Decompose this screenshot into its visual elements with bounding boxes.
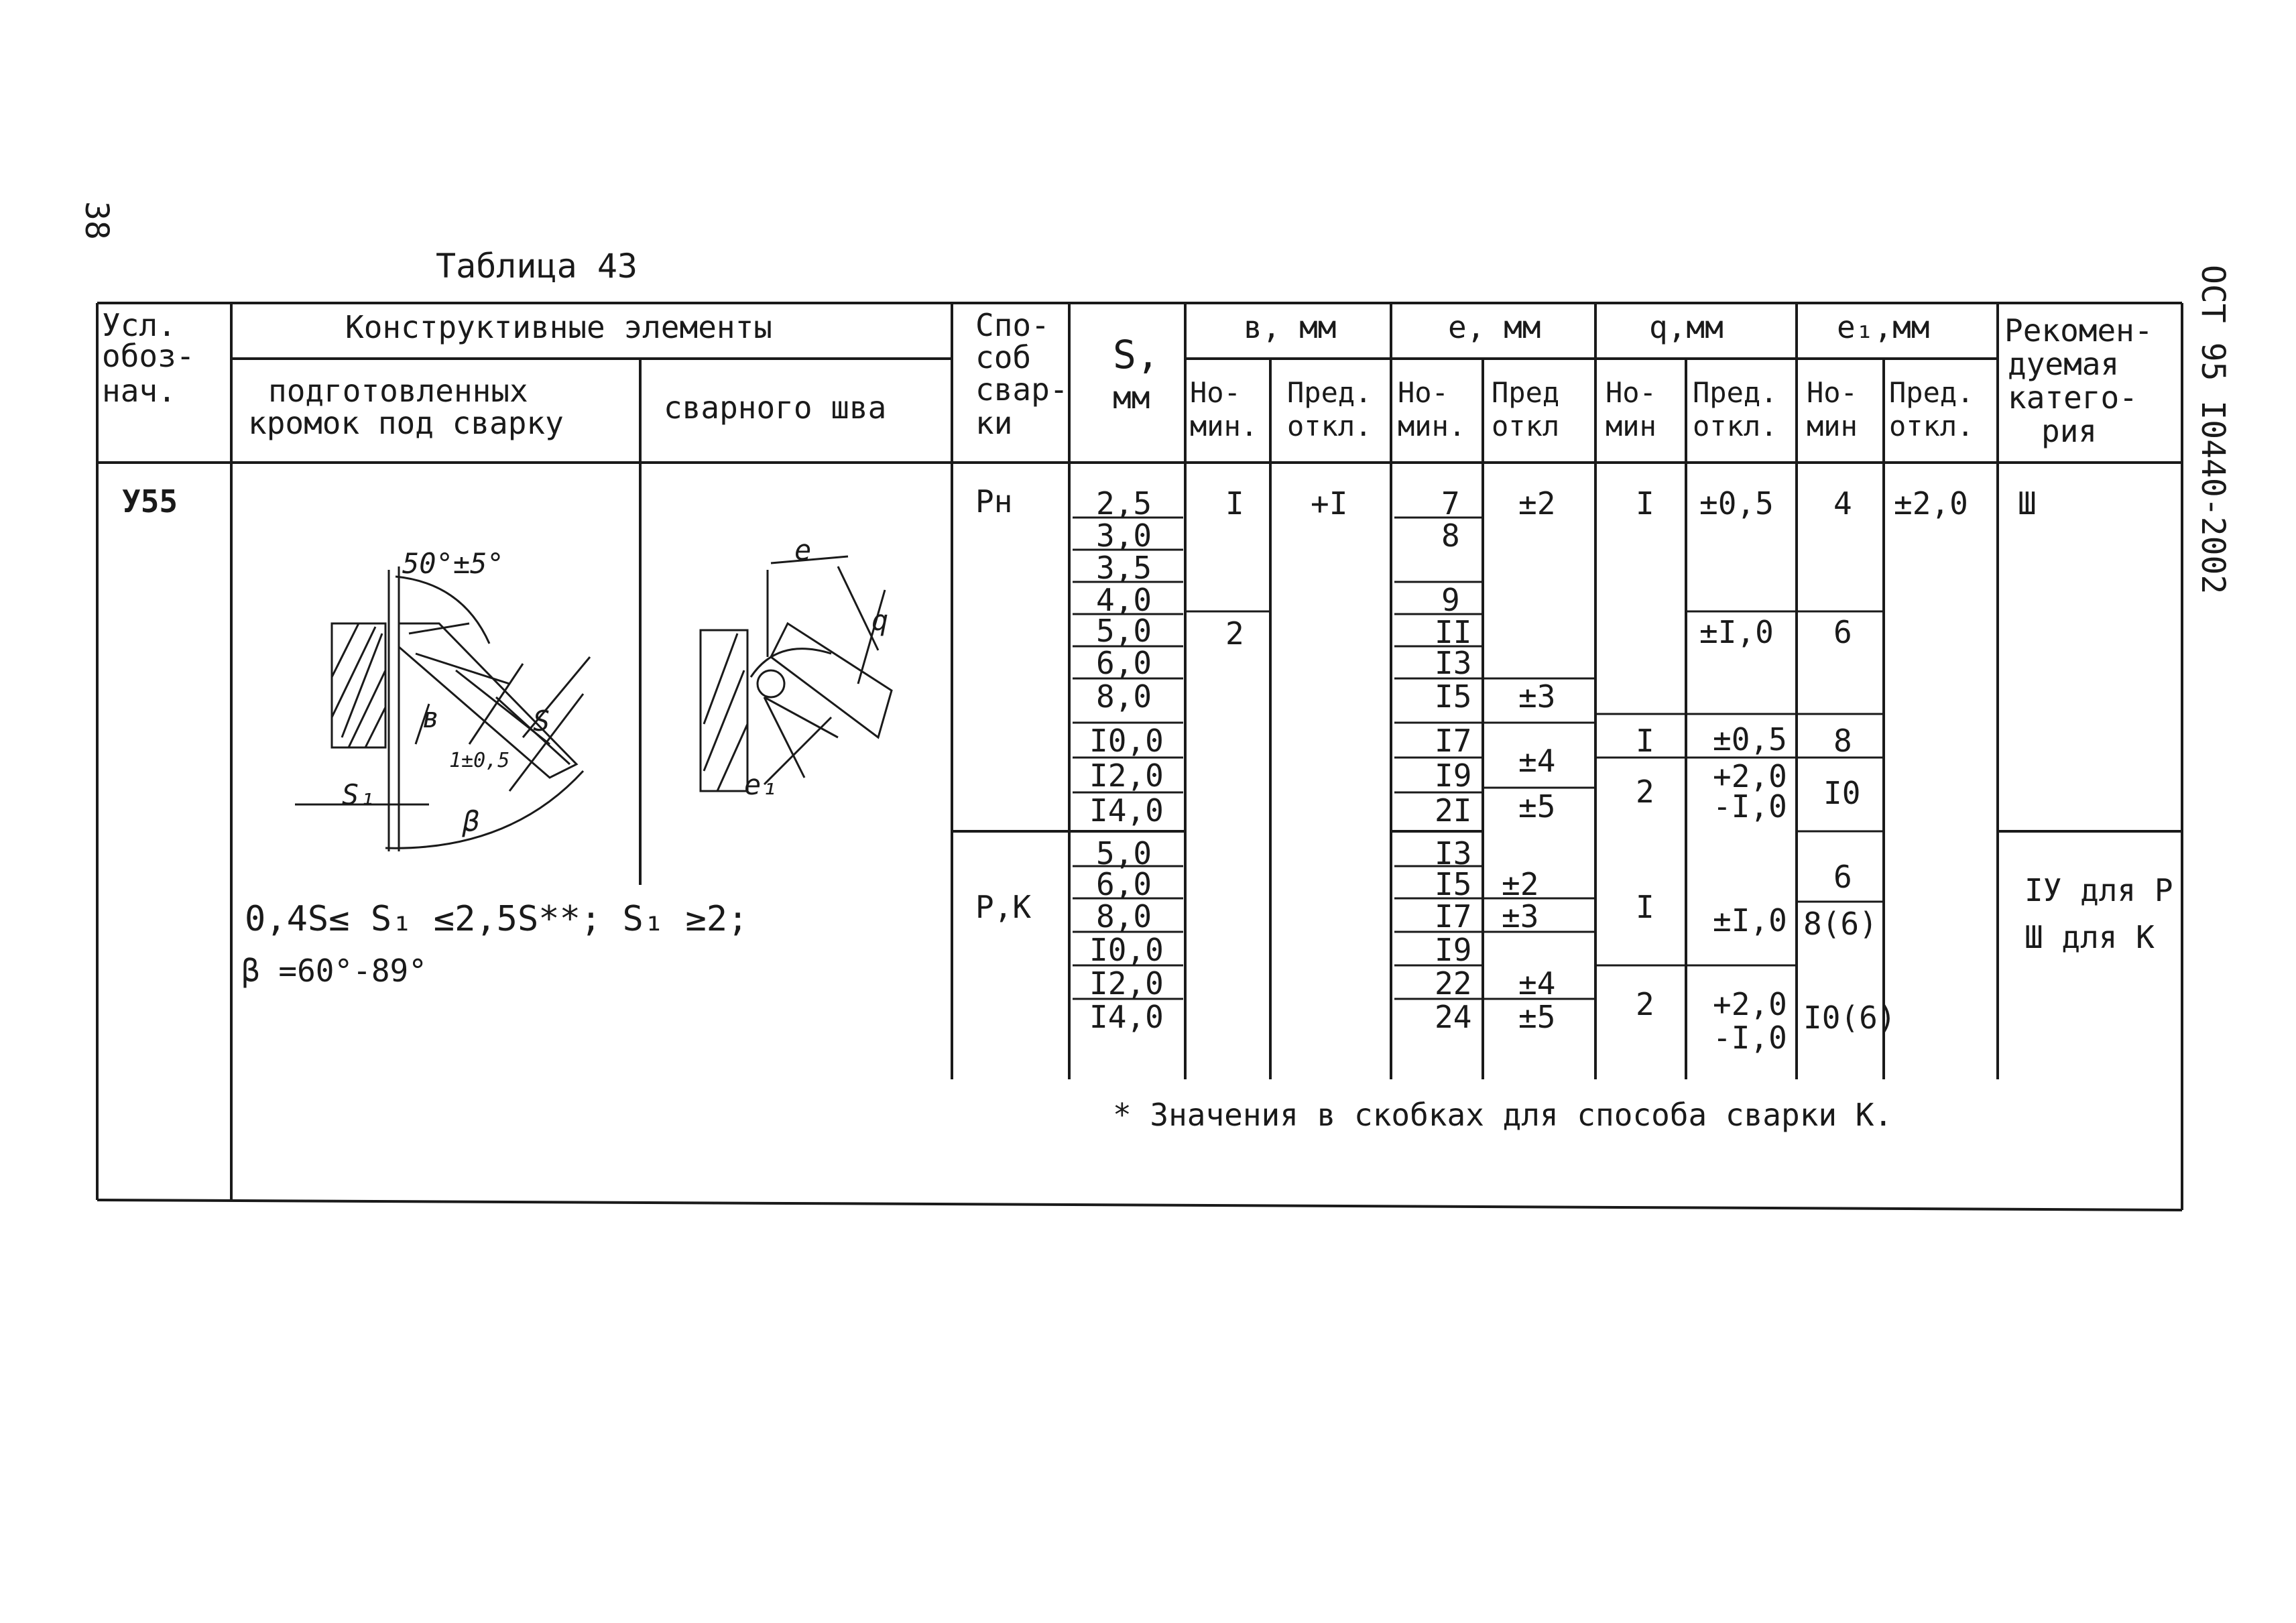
header-method-2: соб [975,339,1032,375]
e-nom-value: 7 [1441,485,1460,522]
s-value: 5,0 [1096,835,1152,871]
category-value: Ш для К [2025,919,2155,955]
e-tol-2: откл [1492,410,1560,442]
e-tol-1: Пред [1492,376,1560,409]
b-nom-value: 2 [1225,615,1244,652]
header-category-4: рия [2041,413,2098,449]
q-tol-value: -I,0 [1713,788,1787,825]
e-nom-value: I3 [1435,645,1472,681]
e1-tol-1: Пред. [1889,376,1974,409]
e1-nom-value: 6 [1833,859,1852,895]
q-tol-value: +2,0 [1713,986,1787,1022]
e1-nom-value: I0(6) [1803,1000,1896,1036]
e-nom-value: II [1435,614,1472,650]
e1-nom-value: I0 [1823,775,1861,811]
edge-s-label: S [533,705,550,737]
edge-b-label: в [422,701,440,734]
method-rk: Р,К [975,889,1032,925]
header-method-3: свар- [975,371,1069,408]
header-prepared-edges-2: кромок под сварку [248,405,564,441]
formula-2: β =60°-89° [241,953,427,989]
s-value: I2,0 [1089,965,1164,1002]
q-nom-1: Но- [1606,376,1656,409]
header-prepared-edges-1: подготовленных [268,373,528,409]
e-nom-value: 22 [1435,965,1472,1002]
header-method-1: Спо- [975,307,1050,343]
seam-e1-label: е₁ [744,768,778,801]
category-value: Ш [2018,485,2037,522]
e-nom-value: I7 [1435,723,1472,759]
e1-tol-value: ±2,0 [1894,485,1968,522]
e-nom-value: 24 [1435,999,1472,1035]
e1-nom-value: 8(6) [1803,906,1878,942]
e-tol-value: ±2 [1518,485,1556,522]
s-value: 6,0 [1096,645,1152,681]
q-tol-value: ±0,5 [1699,485,1774,522]
s-value: 3,5 [1096,550,1152,586]
q-nom-value: 2 [1636,774,1654,810]
b-tol-2: откл. [1287,410,1372,442]
e-nom-value: I9 [1435,758,1472,794]
b-nom-1: Но- [1190,376,1241,409]
header-category-1: Рекомен- [2004,312,2153,349]
s-value: 3,0 [1096,518,1152,554]
q-tol-2: откл. [1693,410,1778,442]
header-q: q,мм [1649,309,1724,345]
e-nom-value: I5 [1435,678,1472,715]
e-tol-value: ±4 [1518,743,1556,779]
s-value: 8,0 [1096,678,1152,715]
s-value: I0,0 [1089,932,1164,968]
header-s: S, [1113,332,1160,377]
header-designation-3: нач. [102,373,176,409]
edge-beta-label: β [463,805,480,838]
e1-nom-value: 6 [1833,614,1852,650]
q-tol-1: Пред. [1693,376,1778,409]
e-tol-value: ±5 [1518,788,1556,825]
header-b: в, мм [1244,309,1337,345]
e-nom-value: 9 [1441,582,1460,618]
s-value: 8,0 [1096,898,1152,935]
e-nom-value: I3 [1435,835,1472,871]
header-category-2: дуемая [2008,346,2120,382]
e-tol-value: ±3 [1502,898,1539,935]
edge-angle-label: 50°±5° [402,547,504,580]
s-value: 5,0 [1096,613,1152,649]
e-tol-value: ±5 [1518,999,1556,1035]
q-tol-value: -I,0 [1713,1020,1787,1056]
s-value: 2,5 [1096,485,1152,522]
q-nom-2: мин [1606,410,1656,442]
s-value: I2,0 [1089,758,1164,794]
formula-1: 0,4S≤ S₁ ≤2,5S**; S₁ ≥2; [245,899,749,939]
header-method-4: ки [975,405,1013,441]
edge-s1-label: S₁ [342,778,376,811]
header-e: е, мм [1448,309,1541,345]
e-nom-value: I9 [1435,932,1472,968]
row-designation: У55 [122,483,178,520]
q-nom-value: I [1636,723,1654,759]
s-value: I0,0 [1089,723,1164,759]
b-tol-value: +I [1311,485,1348,522]
q-tol-value: ±I,0 [1713,902,1787,939]
category-value: IУ для Р [2025,872,2173,908]
e-nom-value: I5 [1435,866,1472,902]
e1-nom-1: Но- [1807,376,1858,409]
s-value: 4,0 [1096,582,1152,618]
b-tol-1: Пред. [1287,376,1372,409]
q-tol-value: +2,0 [1713,758,1787,794]
e-tol-value: ±2 [1502,866,1539,902]
header-category-3: катего- [2008,379,2138,416]
q-nom-value: I [1636,485,1654,522]
method-rn: Рн [975,483,1013,520]
e1-nom-2: мин [1807,410,1858,442]
edge-tol-label: 1±0,5 [449,749,510,772]
e1-tol-2: откл. [1889,410,1974,442]
table-caption: Таблица 43 [436,247,638,286]
footnote: * Значения в скобках для способа сварки К. [1113,1097,1893,1133]
q-tol-value: ±I,0 [1699,614,1774,650]
seam-q-label: q [871,604,889,637]
header-designation-2: обоз- [102,338,195,374]
e-nom-1: Но- [1398,376,1449,409]
e-nom-value: 8 [1441,518,1460,554]
e-nom-value: I7 [1435,898,1472,935]
header-constructive-elements: Конструктивные элементы [345,309,772,345]
s-value: I4,0 [1089,999,1164,1035]
b-nom-value: I [1225,485,1244,522]
q-tol-value: ±0,5 [1713,721,1787,758]
e-nom-2: мин. [1398,410,1466,442]
e1-nom-value: 8 [1833,723,1852,759]
header-weld-seam: сварного шва [664,389,887,426]
e-tol-value: ±3 [1518,678,1556,715]
seam-e-label: е [794,534,812,566]
document-code: ОСТ 95 I0440-2002 [2194,265,2232,595]
weld-seam-drawing [701,556,892,791]
q-nom-value: I [1636,889,1654,925]
e-nom-value: 2I [1435,792,1472,829]
s-value: I4,0 [1089,792,1164,829]
header-e1: е₁,мм [1837,309,1930,345]
b-nom-2: мин. [1190,410,1258,442]
s-value: 6,0 [1096,866,1152,902]
page-number: 38 [78,201,115,240]
q-nom-value: 2 [1636,986,1654,1022]
e1-nom-value: 4 [1833,485,1852,522]
header-s-unit: мм [1113,379,1150,416]
header-designation-1: Усл. [102,307,176,343]
e-tol-value: ±4 [1518,965,1556,1002]
